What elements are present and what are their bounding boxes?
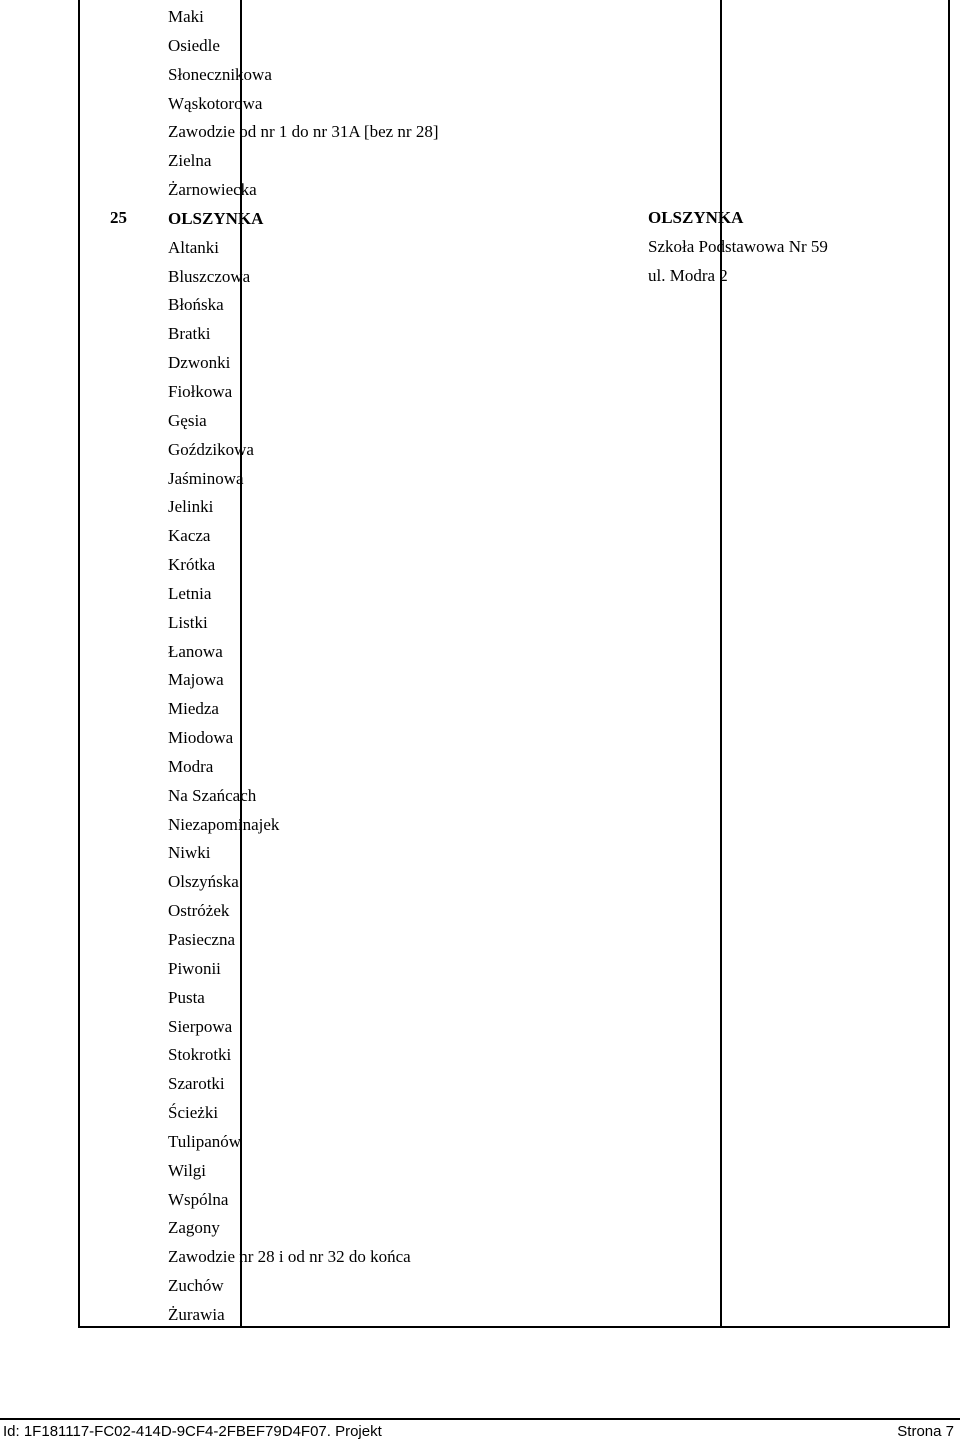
- street-item: Modra: [168, 756, 214, 776]
- street-item: Listki: [168, 612, 208, 632]
- street-item: Błońska: [168, 295, 224, 315]
- footer-document-id: Id: 1F181117-FC02-414D-9CF4-2FBEF79D4F07. Projekt: [3, 1423, 382, 1440]
- street-item: Bratki: [168, 324, 211, 344]
- station-name: OLSZYNKA: [648, 208, 744, 227]
- footer-divider: [0, 1418, 960, 1420]
- street-item: Ścieżki: [168, 1103, 219, 1123]
- street-item: Miodowa: [168, 728, 234, 748]
- street-item: Osiedle: [168, 35, 220, 55]
- street-item: Niwki: [168, 843, 211, 863]
- street-item: Wąskotorowa: [168, 93, 263, 113]
- street-item: Żurawia: [168, 1304, 225, 1324]
- street-item: Letnia: [168, 583, 212, 603]
- street-item: Altanki: [168, 237, 219, 257]
- street-item: Dzwonki: [168, 353, 231, 373]
- street-item: Tulipanów: [168, 1131, 242, 1151]
- street-item: Zuchów: [168, 1276, 224, 1296]
- street-item: Sierpowa: [168, 1016, 233, 1036]
- street-item: Zawodzie od nr 1 do nr 31A [bez nr 28]: [168, 122, 439, 142]
- street-item: Maki: [168, 7, 204, 26]
- street-item: Piwonii: [168, 958, 221, 978]
- street-item: Pasieczna: [168, 930, 236, 949]
- street-item: Niezapominajek: [168, 814, 280, 834]
- street-item: Fiołkowa: [168, 381, 233, 401]
- street-item: Wspólna: [168, 1189, 229, 1209]
- street-item: Ostróżek: [168, 901, 230, 921]
- street-item: Majowa: [168, 670, 224, 690]
- street-item: Szarotki: [168, 1074, 225, 1094]
- column-divider-station: [720, 0, 722, 1328]
- street-item: Zagony: [168, 1218, 220, 1238]
- street-item: Zawodzie nr 28 i od nr 32 do końca: [168, 1247, 411, 1267]
- street-item: Zielna: [168, 151, 212, 171]
- street-item: Stokrotki: [168, 1045, 232, 1065]
- street-item: Na Szańcach: [168, 785, 257, 805]
- station-address: ul. Modra 2: [648, 266, 728, 285]
- street-item: Gęsia: [168, 410, 207, 430]
- street-item: Słonecznikowa: [168, 64, 272, 84]
- street-item: Pusta: [168, 987, 205, 1007]
- street-item: Miedza: [168, 699, 219, 719]
- street-item: Kacza: [168, 526, 211, 546]
- street-item: Krótka: [168, 555, 216, 575]
- street-item: Jaśminowa: [168, 468, 244, 488]
- street-item: Olszyńska: [168, 872, 239, 892]
- street-item: Bluszczowa: [168, 266, 251, 286]
- street-list: [168, 7, 439, 1334]
- street-item: Żarnowiecka: [168, 180, 257, 200]
- street-item: Wilgi: [168, 1160, 207, 1180]
- district-number: 25: [110, 208, 127, 227]
- footer-page-number: Strona 7: [897, 1423, 954, 1440]
- street-item: Jelinki: [168, 497, 214, 517]
- district-heading: OLSZYNKA: [168, 208, 264, 228]
- street-item: Łanowa: [168, 641, 223, 661]
- station-school: Szkoła Podstawowa Nr 59: [648, 237, 828, 256]
- street-item: Goździkowa: [168, 439, 254, 459]
